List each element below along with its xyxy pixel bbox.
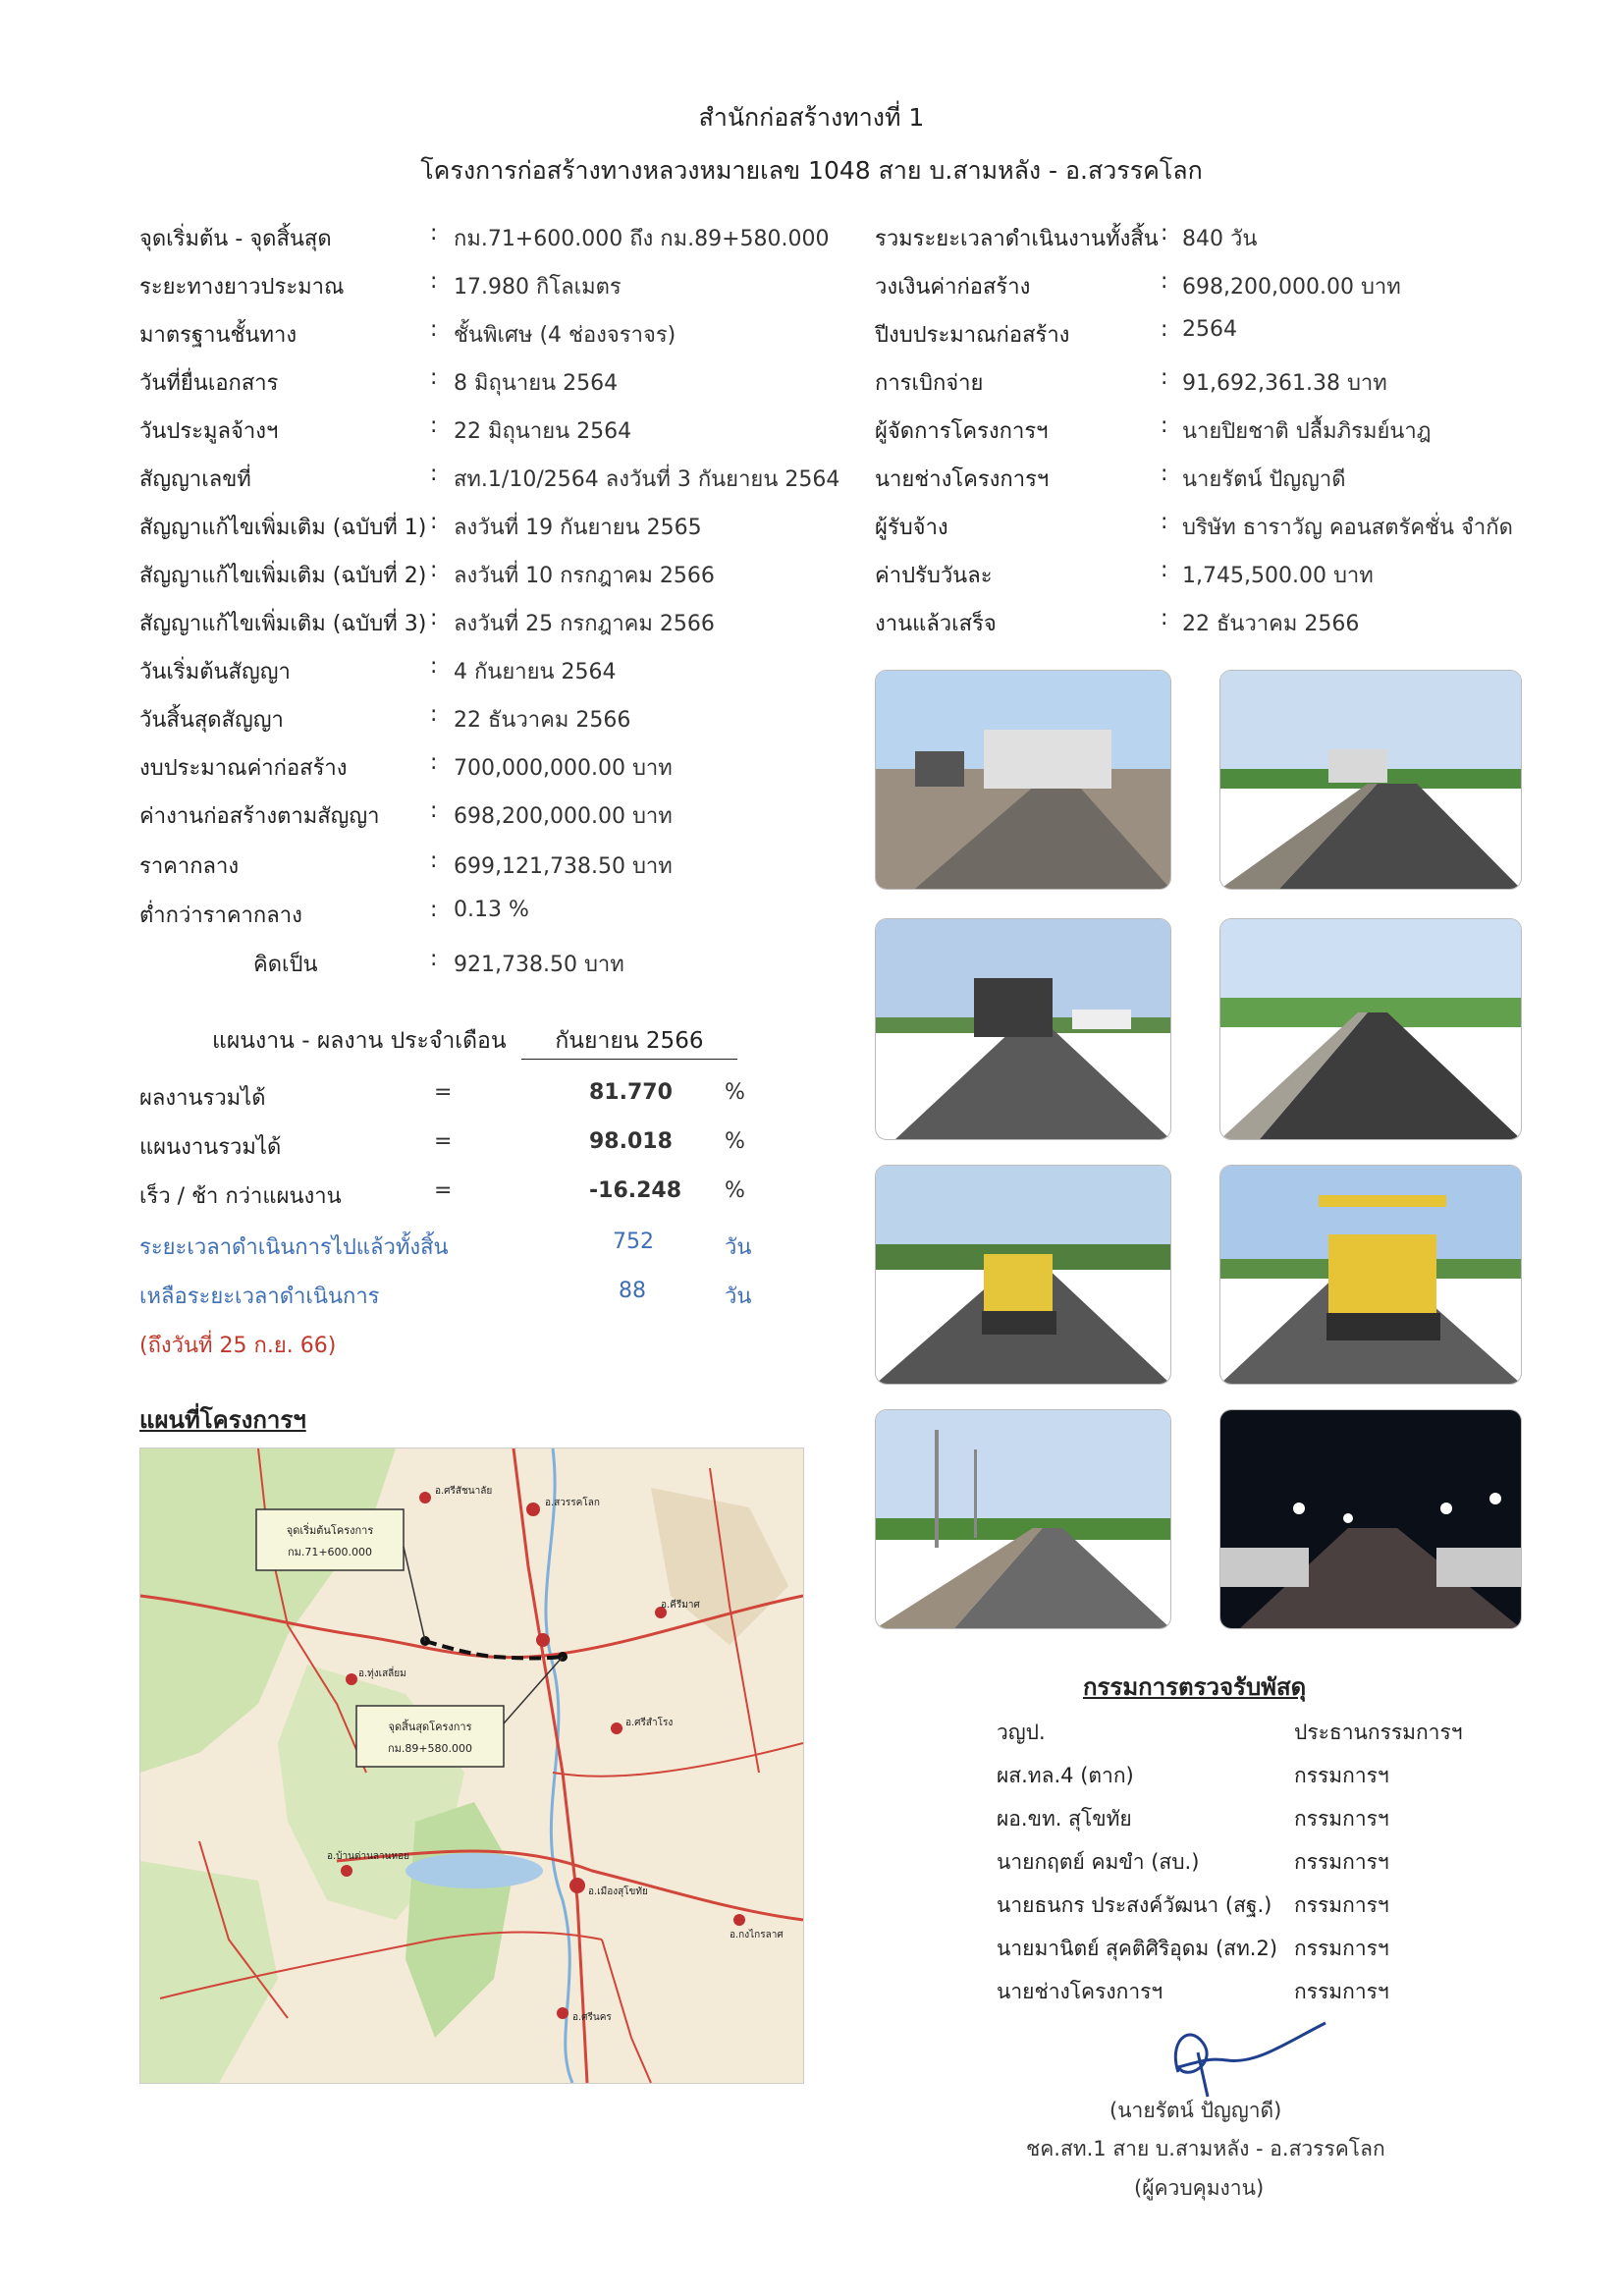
left-info-value: ลงวันที่ 10 กรกฎาคม 2566: [454, 564, 715, 588]
left-info-label: ระยะทางยาวประมาณ: [139, 275, 345, 300]
left-info-colon: :: [430, 654, 438, 679]
left-info-value: ลงวันที่ 25 กรกฎาคม 2566: [454, 612, 715, 636]
plan-row-unit: %: [725, 1178, 745, 1203]
left-info-label: ต่ำกว่าราคากลาง: [139, 903, 302, 928]
committee-member-role: กรรมการฯ: [1294, 1850, 1389, 1874]
map-place: อ.ศรีสัชนาลัย: [435, 1486, 493, 1497]
photo-road-paving-2: [875, 918, 1171, 1140]
right-info-colon: :: [1161, 221, 1168, 246]
right-info-label: วงเงินค่าก่อสร้าง: [875, 275, 1031, 300]
map-place: อ.ทุ่งเสลี่ยม: [358, 1668, 406, 1679]
map-place: อ.ศรีสำโรง: [625, 1718, 674, 1728]
committee-member-role: กรรมการฯ: [1294, 1807, 1389, 1831]
photo-road-paving-1: [1219, 670, 1522, 890]
map-place: อ.คีรีมาศ: [661, 1600, 700, 1611]
left-info-colon: :: [430, 221, 438, 246]
photo-night-work: [1219, 1409, 1522, 1629]
right-info-colon: :: [1161, 606, 1168, 630]
plan-row-eq: =: [434, 1178, 453, 1203]
committee-member-name: นายมานิตย์ สุคติศิริอุดม (สท.2): [997, 1937, 1278, 1960]
elapsed-label: ระยะเวลาดำเนินการไปแล้วทั้งสิ้น: [139, 1235, 449, 1260]
committee-member-role: ประธานกรรมการฯ: [1294, 1721, 1463, 1744]
right-info-value: 91,692,361.38 บาท: [1182, 371, 1387, 396]
map-end-label: จุดสิ้นสุดโครงการ: [388, 1721, 472, 1733]
right-info-value: 840 วัน: [1182, 227, 1258, 251]
left-info-label: วันประมูลจ้างฯ: [139, 419, 279, 444]
left-info-colon: :: [430, 750, 438, 775]
plan-row-value: -16.248: [589, 1178, 682, 1203]
left-info-label: สัญญาแก้ไขเพิ่มเติม (ฉบับที่ 1): [139, 516, 427, 540]
right-info-label: ปีงบประมาณก่อสร้าง: [875, 323, 1070, 348]
right-info-value: 22 ธันวาคม 2566: [1182, 612, 1360, 636]
plan-row-value: 98.018: [589, 1129, 673, 1154]
left-info-value: 22 มิถุนายน 2564: [454, 419, 632, 444]
map-place: อ.บ้านด่านลานหอย: [327, 1851, 409, 1862]
right-info-value: นายปิยชาติ ปลื้มภิรมย์นาฎ: [1182, 419, 1432, 444]
left-info-value: 22 ธันวาคม 2566: [454, 708, 631, 733]
map-heading: แผนที่โครงการฯ: [139, 1406, 306, 1434]
right-info-label: นายช่างโครงการฯ: [875, 467, 1050, 492]
committee-member-name: ผอ.ขท. สุโขทัย: [997, 1807, 1132, 1831]
left-info-value: 700,000,000.00 บาท: [454, 756, 673, 781]
committee-member-name: วญป.: [997, 1721, 1046, 1744]
photo-roller-1: [875, 1165, 1171, 1385]
left-info-label: ค่างานก่อสร้างตามสัญญา: [139, 804, 380, 829]
right-info-colon: :: [1161, 510, 1168, 534]
left-info-value: กม.71+600.000 ถึง กม.89+580.000: [454, 227, 830, 251]
photo-road-paving-3: [1219, 918, 1522, 1140]
remaining-unit: วัน: [725, 1285, 752, 1309]
project-title: โครงการก่อสร้างทางหลวงหมายเลข 1048 สาย บ.สามหลัง - อ.สวรรคโลก: [420, 156, 1203, 185]
left-info-label: วันที่ยื่นเอกสาร: [139, 371, 279, 396]
as-of-date: (ถึงวันที่ 25 ก.ย. 66): [139, 1334, 337, 1358]
committee-member-role: กรรมการฯ: [1294, 1893, 1389, 1917]
left-info-colon: :: [430, 848, 438, 873]
committee-member-role: กรรมการฯ: [1294, 1937, 1389, 1960]
right-info-label: ผู้รับจ้าง: [875, 516, 948, 540]
right-info-value: บริษัท ธาราวัญ คอนสตรัคชั่น จำกัด: [1182, 516, 1513, 540]
left-info-colon: :: [430, 898, 438, 922]
left-info-label: คิดเป็น: [253, 953, 318, 977]
right-info-value: 2564: [1182, 317, 1237, 342]
left-info-value: 4 กันยายน 2564: [454, 660, 617, 684]
left-info-colon: :: [430, 269, 438, 294]
committee-member-role: กรรมการฯ: [1294, 1764, 1389, 1787]
plan-row-label: ผลงานรวมได้: [139, 1086, 266, 1111]
right-info-colon: :: [1161, 317, 1168, 342]
committee-member-name: นายธนกร ประสงค์วัฒนา (สฐ.): [997, 1893, 1272, 1917]
photo-finished-road: [875, 1409, 1171, 1629]
right-info-colon: :: [1161, 558, 1168, 582]
left-info-label: งบประมาณค่าก่อสร้าง: [139, 756, 348, 781]
committee-heading: กรรมการตรวจรับพัสดุ: [1083, 1673, 1307, 1701]
plan-row-unit: %: [725, 1129, 745, 1154]
left-info-label: สัญญาเลขที่: [139, 467, 251, 492]
left-info-label: จุดเริ่มต้น - จุดสิ้นสุด: [139, 227, 332, 251]
plan-row-eq: =: [434, 1129, 453, 1154]
plan-row-label: เร็ว / ช้า กว่าแผนงาน: [139, 1184, 342, 1209]
office-title: สำนักก่อสร้างทางที่ 1: [698, 103, 925, 132]
left-info-colon: :: [430, 365, 438, 390]
map-start-km: กม.71+600.000: [287, 1546, 373, 1558]
signature-name: (นายรัตน์ ปัญญาดี): [1109, 2099, 1282, 2122]
left-info-label: วันเริ่มต้นสัญญา: [139, 660, 291, 684]
committee-member-name: นายช่างโครงการฯ: [997, 1980, 1163, 2003]
remaining-label: เหลือระยะเวลาดำเนินการ: [139, 1285, 380, 1309]
left-info-value: 699,121,738.50 บาท: [454, 854, 673, 879]
map-place: อ.กงไกรลาศ: [730, 1930, 784, 1941]
photo-roller-2: [1219, 1165, 1522, 1385]
right-info-value: นายรัตน์ ปัญญาดี: [1182, 467, 1346, 492]
right-info-value: 1,745,500.00 บาท: [1182, 564, 1374, 588]
map-end-km: กม.89+580.000: [387, 1742, 473, 1755]
left-info-colon: :: [430, 947, 438, 971]
committee-member-role: กรรมการฯ: [1294, 1980, 1389, 2003]
plan-heading: แผนงาน - ผลงาน ประจำเดือน: [212, 1028, 507, 1054]
left-info-value: สท.1/10/2564 ลงวันที่ 3 กันยายน 2564: [454, 467, 840, 492]
elapsed-value: 752: [613, 1230, 654, 1254]
left-info-colon: :: [430, 317, 438, 342]
plan-row-label: แผนงานรวมได้: [139, 1135, 282, 1160]
left-info-label: สัญญาแก้ไขเพิ่มเติม (ฉบับที่ 2): [139, 564, 427, 588]
right-info-label: รวมระยะเวลาดำเนินงานทั้งสิ้น: [875, 227, 1159, 251]
map-graphic: [140, 1449, 803, 2083]
remaining-value: 88: [619, 1279, 646, 1303]
project-map: [139, 1448, 804, 2084]
signature-role: (ผู้ควบคุมงาน): [1134, 2176, 1265, 2200]
left-info-label: สัญญาแก้ไขเพิ่มเติม (ฉบับที่ 3): [139, 612, 427, 636]
signature-position: ชค.สท.1 สาย บ.สามหลัง - อ.สวรรคโลก: [1026, 2137, 1385, 2160]
plan-section: [212, 1023, 737, 1060]
left-info-value: ลงวันที่ 19 กันยายน 2565: [454, 516, 702, 540]
left-info-value: 8 มิถุนายน 2564: [454, 371, 619, 396]
right-info-label: ผู้จัดการโครงการฯ: [875, 419, 1049, 444]
right-info-label: การเบิกจ่าย: [875, 371, 984, 396]
left-info-value: 698,200,000.00 บาท: [454, 804, 673, 829]
left-info-colon: :: [430, 558, 438, 582]
photo-milling-machine: [875, 670, 1171, 890]
committee-member-name: ผส.ทล.4 (ตาก): [997, 1764, 1134, 1787]
right-info-label: ค่าปรับวันละ: [875, 564, 993, 588]
left-info-value: 921,738.50 บาท: [454, 953, 624, 977]
plan-row-eq: =: [434, 1080, 453, 1105]
left-info-label: มาตรฐานชั้นทาง: [139, 323, 298, 348]
signature-icon: [1149, 2013, 1335, 2102]
plan-row-value: 81.770: [589, 1080, 673, 1105]
map-place: อ.ศรีนคร: [572, 2012, 612, 2023]
plan-month: กันยายน 2566: [521, 1023, 737, 1060]
left-info-value: 0.13 %: [454, 898, 529, 922]
left-info-colon: :: [430, 702, 438, 727]
left-info-label: ราคากลาง: [139, 854, 240, 879]
map-place: อ.เมืองสุโขทัย: [588, 1886, 648, 1897]
left-info-colon: :: [430, 462, 438, 486]
left-info-label: วันสิ้นสุดสัญญา: [139, 708, 284, 733]
left-info-value: 17.980 กิโลเมตร: [454, 275, 622, 300]
right-info-value: 698,200,000.00 บาท: [1182, 275, 1401, 300]
left-info-colon: :: [430, 606, 438, 630]
right-info-colon: :: [1161, 462, 1168, 486]
right-info-colon: :: [1161, 365, 1168, 390]
left-info-value: ชั้นพิเศษ (4 ช่องจราจร): [454, 323, 676, 348]
elapsed-unit: วัน: [725, 1235, 752, 1260]
left-info-colon: :: [430, 510, 438, 534]
left-info-colon: :: [430, 413, 438, 438]
right-info-label: งานแล้วเสร็จ: [875, 612, 997, 636]
map-place: อ.สวรรคโลก: [545, 1498, 600, 1508]
plan-row-unit: %: [725, 1080, 745, 1105]
right-info-colon: :: [1161, 413, 1168, 438]
left-info-colon: :: [430, 798, 438, 823]
right-info-colon: :: [1161, 269, 1168, 294]
committee-member-name: นายกฤตย์ คมขำ (สบ.): [997, 1850, 1200, 1874]
map-start-label: จุดเริ่มต้นโครงการ: [286, 1524, 374, 1537]
